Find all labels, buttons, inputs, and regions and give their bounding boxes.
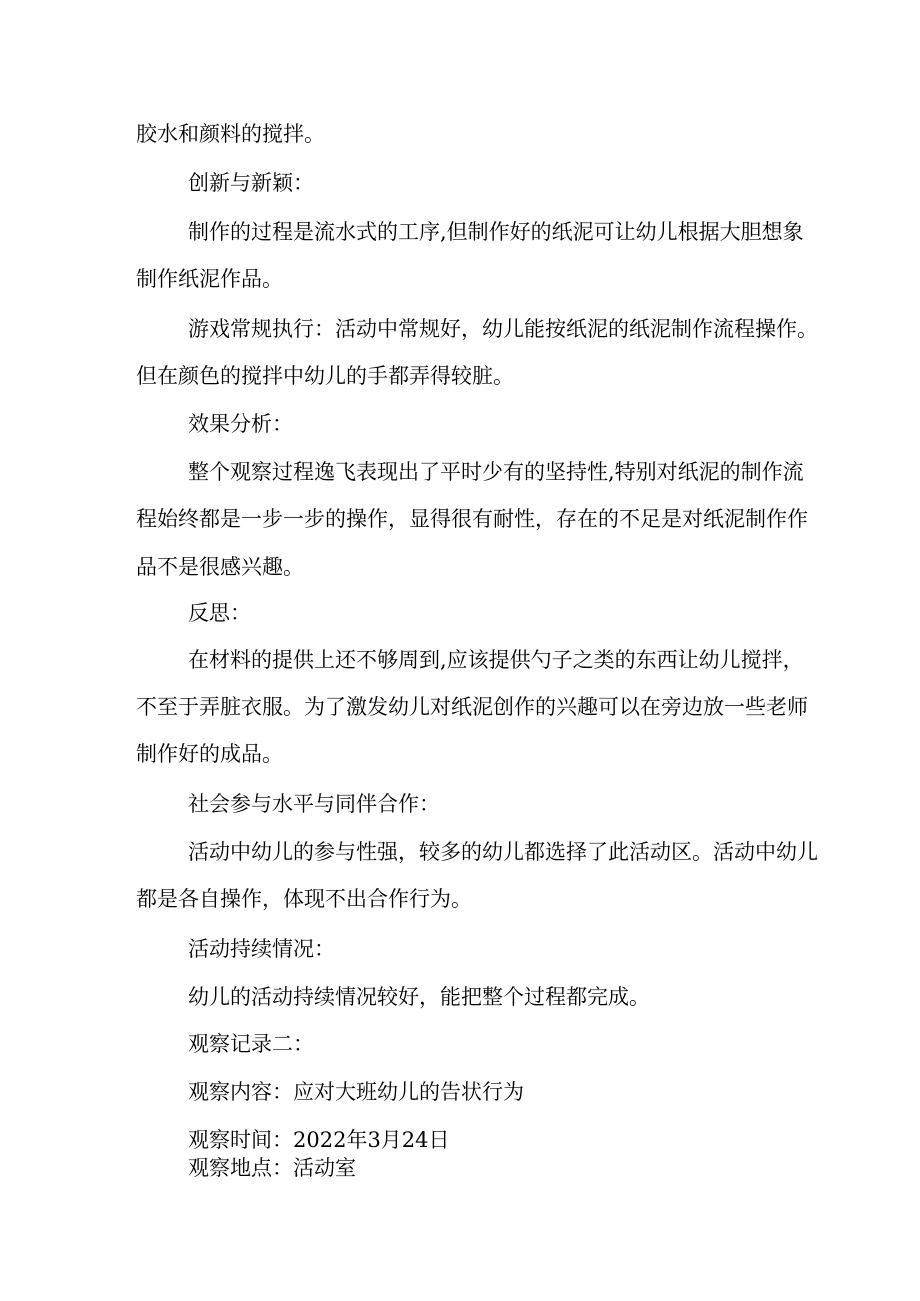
- text-line: 观察内容：应对大班幼儿的告状行为: [188, 1080, 524, 1104]
- text-line: 但在颜色的搅拌中幼儿的手都弄得较脏。: [136, 364, 514, 388]
- section-heading: 效果分析：: [188, 412, 293, 436]
- section-heading: 创新与新颖：: [188, 171, 314, 195]
- text-line: 游戏常规执行：活动中常规好，幼儿能按纸泥的纸泥制作流程操作。: [188, 317, 818, 341]
- section-heading: 反思：: [188, 601, 251, 625]
- text-line: 观察时间：2022年3月24日: [188, 1128, 450, 1152]
- text-line: 观察地点：活动室: [188, 1156, 356, 1180]
- text-line: 整个观察过程逸飞表现出了平时少有的坚持性,特别对纸泥的制作流: [188, 460, 804, 484]
- section-heading: 社会参与水平与同伴合作：: [188, 792, 440, 816]
- text-line: 胶水和颜料的搅拌。: [136, 122, 325, 146]
- text-line: 制作好的成品。: [136, 742, 283, 766]
- section-heading: 活动持续情况：: [188, 937, 335, 961]
- text-line: 品不是很感兴趣。: [136, 555, 304, 579]
- section-heading: 观察记录二：: [188, 1032, 314, 1056]
- text-line: 在材料的提供上还不够周到,应该提供勺子之类的东西让幼儿搅拌，: [188, 648, 804, 672]
- text-line: 都是各自操作，体现不出合作行为。: [136, 887, 472, 911]
- text-line: 制作纸泥作品。: [136, 267, 283, 291]
- text-line: 幼儿的活动持续情况较好，能把整个过程都完成。: [188, 985, 650, 1009]
- text-line: 程始终都是一步一步的操作，显得很有耐性，存在的不足是对纸泥制作作: [136, 507, 808, 531]
- text-line: 活动中幼儿的参与性强，较多的幼儿都选择了此活动区。活动中幼儿: [188, 840, 818, 864]
- text-line: 不至于弄脏衣服。为了激发幼儿对纸泥创作的兴趣可以在旁边放一些老师: [136, 695, 808, 719]
- text-line: 制作的过程是流水式的工序,但制作好的纸泥可让幼儿根据大胆想象: [188, 220, 804, 244]
